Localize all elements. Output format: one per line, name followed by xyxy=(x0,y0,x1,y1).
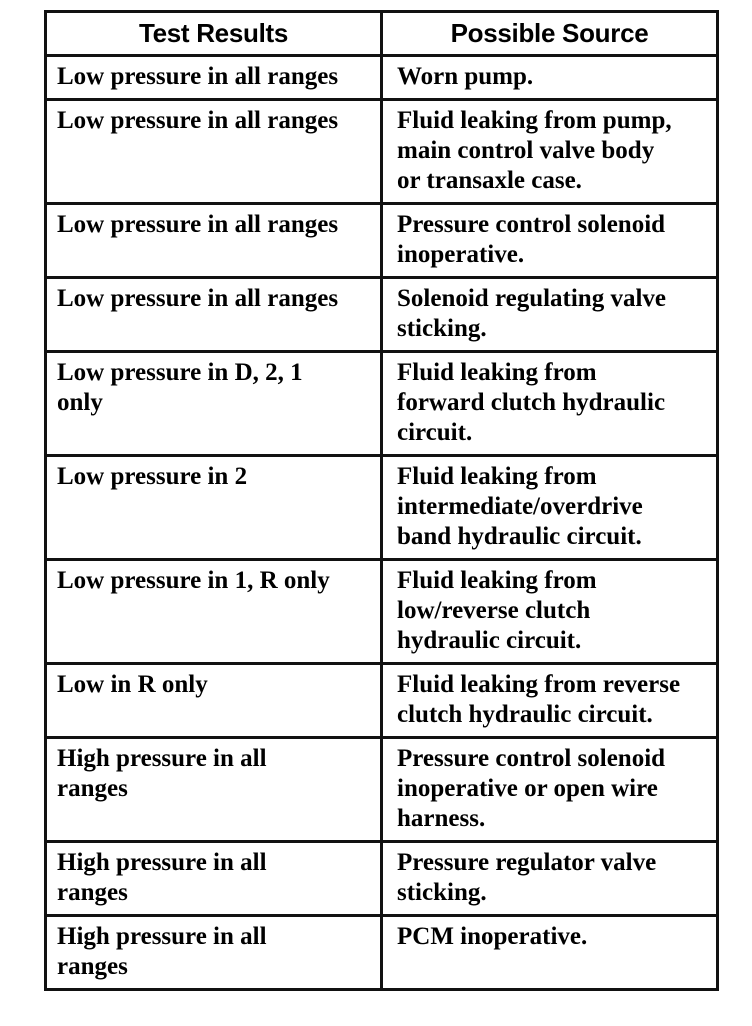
test-result-cell: Low pressure in all ranges xyxy=(46,204,382,278)
table-row xyxy=(46,738,718,842)
header-test-results: Test Results xyxy=(46,12,382,56)
possible-source-cell: Fluid leaking from pump, main control valve body or transaxle case. xyxy=(382,100,718,204)
test-result-cell: High pressure in all ranges xyxy=(46,916,382,990)
table-row xyxy=(46,842,718,916)
table-row xyxy=(46,278,718,352)
table-row xyxy=(46,456,718,560)
test-result-cell: Low pressure in all ranges xyxy=(46,56,382,100)
possible-source-cell: Worn pump. xyxy=(382,56,718,100)
table-row xyxy=(46,560,718,664)
possible-source-cell: Fluid leaking from low/reverse clutch hydraulic circuit. xyxy=(382,560,718,664)
table-row xyxy=(46,204,718,278)
test-result-cell: Low in R only xyxy=(46,664,382,738)
test-result-cell: Low pressure in D, 2, 1 only xyxy=(46,352,382,456)
possible-source-cell: Fluid leaking from reverse clutch hydraulic circuit. xyxy=(382,664,718,738)
header-possible-source: Possible Source xyxy=(382,12,718,56)
table-row xyxy=(46,100,718,204)
possible-source-cell: Pressure control solenoid inoperative or open wire harness. xyxy=(382,738,718,842)
test-result-cell: Low pressure in 1, R only xyxy=(46,560,382,664)
possible-source-cell: Fluid leaking from forward clutch hydraulic circuit. xyxy=(382,352,718,456)
possible-source-cell: PCM inoperative. xyxy=(382,916,718,990)
possible-source-cell: Pressure regulator valve sticking. xyxy=(382,842,718,916)
table-row xyxy=(46,664,718,738)
possible-source-cell: Pressure control solenoid inoperative. xyxy=(382,204,718,278)
test-result-cell: Low pressure in all ranges xyxy=(46,278,382,352)
test-result-cell: High pressure in all ranges xyxy=(46,842,382,916)
possible-source-cell: Fluid leaking from intermediate/overdrive band hydraulic circuit. xyxy=(382,456,718,560)
table-header-row xyxy=(46,12,718,56)
table-body xyxy=(46,56,718,990)
diagnosis-table xyxy=(44,10,719,991)
possible-source-cell: Solenoid regulating valve sticking. xyxy=(382,278,718,352)
table-row xyxy=(46,352,718,456)
test-result-cell: High pressure in all ranges xyxy=(46,738,382,842)
test-result-cell: Low pressure in 2 xyxy=(46,456,382,560)
table-row xyxy=(46,56,718,100)
table-row xyxy=(46,916,718,990)
test-result-cell: Low pressure in all ranges xyxy=(46,100,382,204)
